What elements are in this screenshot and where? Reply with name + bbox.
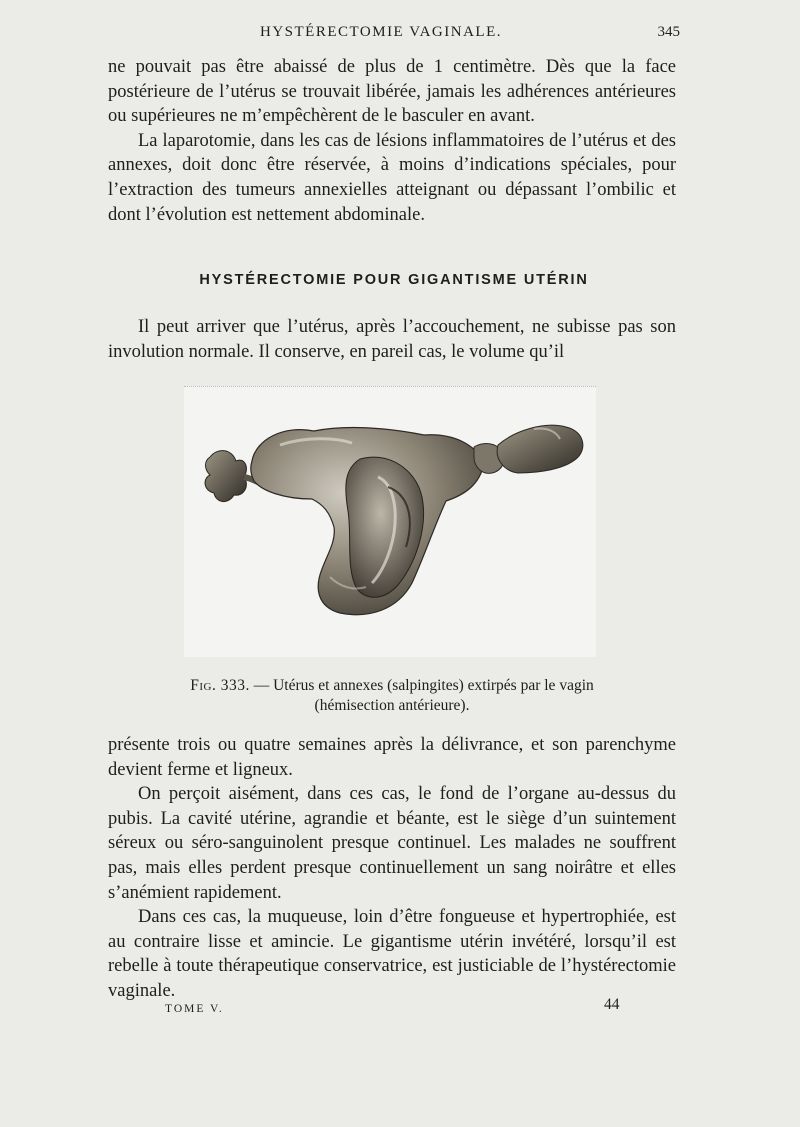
section-heading: HYSTÉRECTOMIE POUR GIGANTISME UTÉRIN <box>199 272 589 288</box>
running-title: HYSTÉRECTOMIE VAGINALE. <box>260 24 503 40</box>
body-text-top <box>108 55 676 227</box>
figure-label: Fig. 333. <box>190 677 250 694</box>
footer-volume: TOME V. <box>165 1003 224 1015</box>
paragraph: Dans ces cas, la muqueuse, loin d’être fongueuse et hypertrophiée, est au contraire lisse et amincie. Le gigantisme utérin invétéré, lorsqu’il est rebelle à toute thérapeutique conservatrice, est justiciable de l’hystérectomie vaginale. <box>108 907 676 1001</box>
paragraph: présente trois ou quatre semaines après la délivrance, et son parenchyme devient ferme et ligneux. <box>108 735 676 780</box>
paragraph: La laparotomie, dans les cas de lésions inflammatoires de l’utérus et des annexes, doit donc être réservée, à moins d’indications spéciales, pour l’extraction des tumeurs annexielles atteignant ou dépassant l’ombilic et dont l’évolution est nettement abdominale. <box>108 130 676 225</box>
figure-caption <box>172 676 612 716</box>
figure-caption-text: — Utérus et annexes (salpingites) extirpés par le vagin (hémisection antérieure). <box>249 677 594 714</box>
paragraph: ne pouvait pas être abaissé de plus de 1 centimètre. Dès que la face postérieure de l’utérus se trouvait libérée, jamais les adhérences antérieures ou supérieures ne m’empêchèrent de le basculer en avant. <box>108 57 676 127</box>
body-text-bottom <box>108 733 676 1004</box>
paragraph: Il peut arriver que l’utérus, après l’accouchement, ne subisse pas son involution normale. Il conserve, en pareil cas, le volume qu’il <box>108 317 676 362</box>
figure-photo-uterus-specimen <box>184 386 596 657</box>
specimen-illustration <box>184 387 596 657</box>
section-intro <box>108 315 676 364</box>
paragraph: On perçoit aisément, dans ces cas, le fond de l’organe au-dessus du pubis. La cavité utérine, agrandie et béante, est le siège d’un suintement séreux ou séro-sanguinolent presque continuel. Les malades ne souffrent pas, mais elles perdent presque continuellement un sang noirâtre et elles s’anémient rapidement. <box>108 784 676 903</box>
footer-signature: 44 <box>604 996 620 1013</box>
page-number: 345 <box>657 24 680 40</box>
